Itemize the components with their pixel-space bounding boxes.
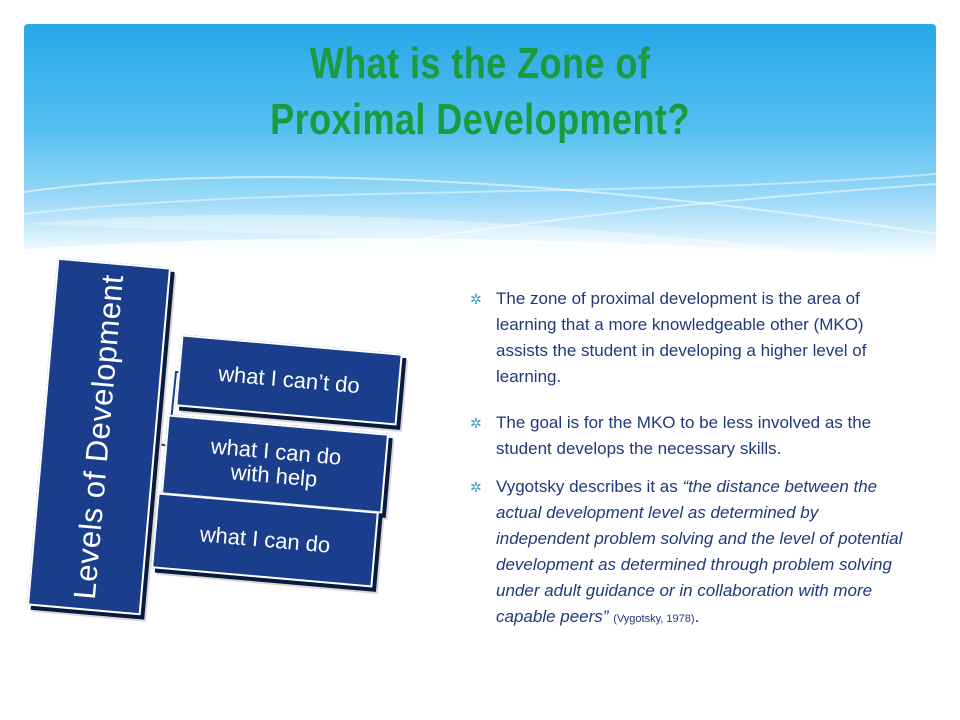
bullet-item [462,286,912,390]
bullet-text: The zone of proximal development is the area of learning that a more knowledgeable other (MKO) assists the student in developing a higher level of learning. [496,289,867,386]
bullet-icon: ✲ [470,291,482,307]
bullet-list [462,286,912,644]
level-label: what I can do [198,521,332,558]
bullet-end: . [694,607,700,626]
bullet-item [462,410,912,462]
bullet-lead: Vygotsky describes it as [496,477,683,496]
bullet-icon: ✲ [470,479,482,495]
levels-of-development-label: Levels of Development [66,272,131,601]
citation: (Vygotsky, 1978) [613,613,695,625]
vygotsky-quote: “the distance between the actual development level as determined by independent problem solving and the level of potential development as determined through problem solving under adult guidance or in collaboration with more capable peers” [496,477,903,626]
bullet-text: The goal is for the MKO to be less involved as the student develops the necessary skills. [496,413,872,458]
level-label: what I can’t do [217,360,361,399]
bullet-item [462,474,912,632]
bullet-text [496,474,912,632]
title-line-2: Proximal Development? [270,95,690,144]
title-line-1: What is the Zone of [309,39,651,88]
level-label: what I can do with help [209,433,343,492]
bullet-icon: ✲ [470,415,482,431]
